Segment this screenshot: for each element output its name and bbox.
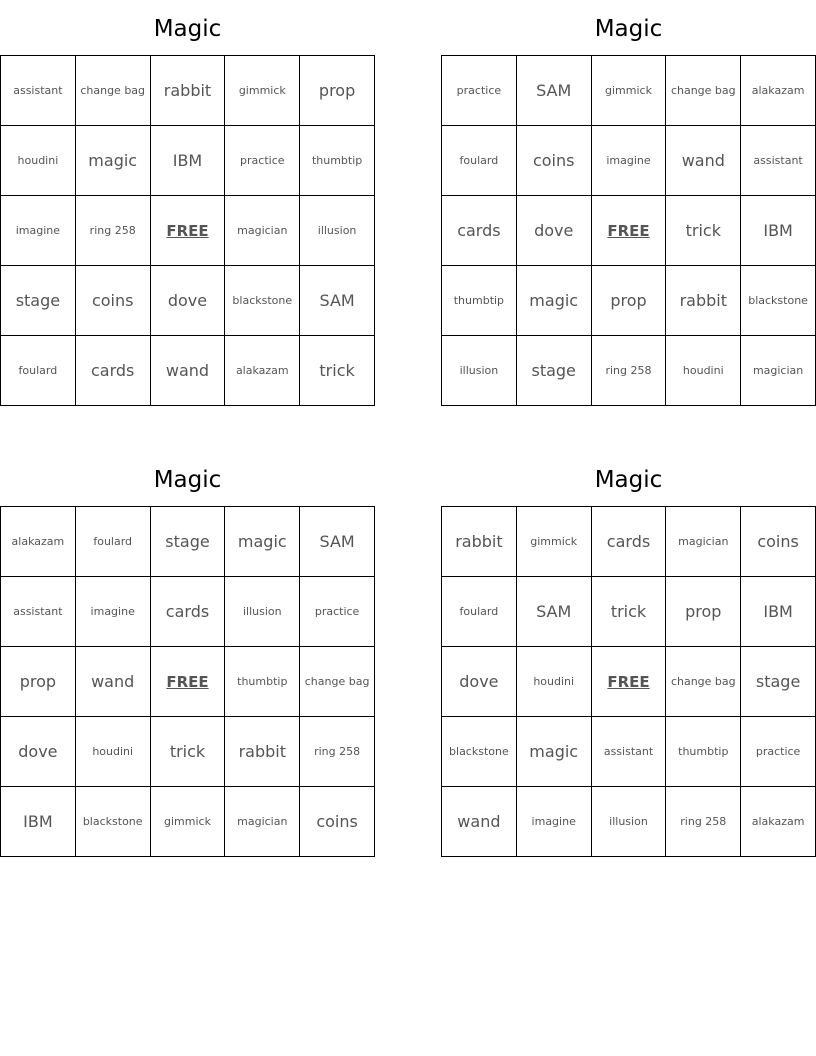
bingo-cell: alakazam <box>1 507 76 577</box>
bingo-cell: prop <box>666 577 741 647</box>
bingo-cell: gimmick <box>517 507 592 577</box>
bingo-cell: foulard <box>1 336 76 406</box>
bingo-cell: change bag <box>300 647 375 717</box>
bingo-cell: stage <box>1 266 76 336</box>
bingo-cell: trick <box>151 717 226 787</box>
bingo-cell: coins <box>517 126 592 196</box>
bingo-cell: blackstone <box>76 787 151 857</box>
bingo-cell: IBM <box>741 196 816 266</box>
bingo-cell: cards <box>592 507 667 577</box>
bingo-cell: houdini <box>517 647 592 717</box>
free-space: FREE <box>592 647 667 717</box>
bingo-cell: practice <box>442 56 517 126</box>
bingo-cell: assistant <box>1 56 76 126</box>
bingo-cell: assistant <box>741 126 816 196</box>
bingo-cell: change bag <box>666 56 741 126</box>
bingo-cell: houdini <box>666 336 741 406</box>
bingo-grid <box>441 506 816 857</box>
bingo-cell: gimmick <box>592 56 667 126</box>
bingo-cell: imagine <box>1 196 76 266</box>
bingo-cell: imagine <box>76 577 151 647</box>
free-space: FREE <box>151 647 226 717</box>
free-space: FREE <box>592 196 667 266</box>
bingo-cell: stage <box>151 507 226 577</box>
bingo-cell: blackstone <box>442 717 517 787</box>
bingo-cell: IBM <box>151 126 226 196</box>
bingo-cell: SAM <box>517 577 592 647</box>
bingo-cell: coins <box>300 787 375 857</box>
bingo-cell: houdini <box>76 717 151 787</box>
bingo-cell: magic <box>225 507 300 577</box>
bingo-cell: magic <box>517 717 592 787</box>
bingo-cell: coins <box>741 507 816 577</box>
bingo-cell: wand <box>76 647 151 717</box>
bingo-cell: gimmick <box>151 787 226 857</box>
bingo-cell: IBM <box>1 787 76 857</box>
bingo-cell: magician <box>225 196 300 266</box>
card-title: Magic <box>594 467 663 493</box>
bingo-cell: prop <box>592 266 667 336</box>
bingo-cell: foulard <box>442 577 517 647</box>
bingo-cell: dove <box>517 196 592 266</box>
bingo-cell: blackstone <box>741 266 816 336</box>
bingo-card-4 <box>441 451 816 857</box>
bingo-cell: SAM <box>517 56 592 126</box>
card-title: Magic <box>594 16 663 42</box>
bingo-cell: prop <box>1 647 76 717</box>
bingo-grid <box>0 55 375 406</box>
bingo-cell: prop <box>300 56 375 126</box>
bingo-cell: imagine <box>592 126 667 196</box>
bingo-cell: dove <box>1 717 76 787</box>
bingo-cell: rabbit <box>151 56 226 126</box>
bingo-cell: coins <box>76 266 151 336</box>
bingo-cell: stage <box>741 647 816 717</box>
bingo-cell: cards <box>76 336 151 406</box>
bingo-cell: magic <box>517 266 592 336</box>
bingo-cell: change bag <box>666 647 741 717</box>
bingo-cell: dove <box>151 266 226 336</box>
bingo-cell: illusion <box>225 577 300 647</box>
bingo-cell: ring 258 <box>592 336 667 406</box>
card-title: Magic <box>153 16 222 42</box>
bingo-cell: IBM <box>741 577 816 647</box>
bingo-cell: ring 258 <box>76 196 151 266</box>
bingo-cell: illusion <box>592 787 667 857</box>
bingo-cell: alakazam <box>225 336 300 406</box>
bingo-grid <box>0 506 375 857</box>
bingo-cell: foulard <box>442 126 517 196</box>
bingo-cell: wand <box>442 787 517 857</box>
bingo-cell: cards <box>151 577 226 647</box>
bingo-cell: wand <box>666 126 741 196</box>
bingo-card-1 <box>0 0 375 406</box>
bingo-cell: ring 258 <box>666 787 741 857</box>
bingo-cell: wand <box>151 336 226 406</box>
bingo-cell: trick <box>592 577 667 647</box>
bingo-cell: practice <box>225 126 300 196</box>
bingo-cell: thumbtip <box>666 717 741 787</box>
bingo-cell: rabbit <box>666 266 741 336</box>
bingo-cell: practice <box>741 717 816 787</box>
bingo-cell: dove <box>442 647 517 717</box>
bingo-cell: alakazam <box>741 787 816 857</box>
bingo-cell: cards <box>442 196 517 266</box>
bingo-cell: blackstone <box>225 266 300 336</box>
bingo-cell: illusion <box>300 196 375 266</box>
bingo-cell: practice <box>300 577 375 647</box>
bingo-cell: assistant <box>1 577 76 647</box>
bingo-cell: alakazam <box>741 56 816 126</box>
bingo-cell: magician <box>666 507 741 577</box>
bingo-cell: magician <box>225 787 300 857</box>
card-title: Magic <box>153 467 222 493</box>
bingo-cell: SAM <box>300 507 375 577</box>
bingo-cell: stage <box>517 336 592 406</box>
bingo-cell: rabbit <box>442 507 517 577</box>
bingo-cell: houdini <box>1 126 76 196</box>
bingo-cell: ring 258 <box>300 717 375 787</box>
bingo-cell: assistant <box>592 717 667 787</box>
bingo-cell: magic <box>76 126 151 196</box>
bingo-cell: change bag <box>76 56 151 126</box>
bingo-cell: thumbtip <box>442 266 517 336</box>
bingo-cell: foulard <box>76 507 151 577</box>
bingo-cell: illusion <box>442 336 517 406</box>
bingo-cell: imagine <box>517 787 592 857</box>
bingo-cell: trick <box>666 196 741 266</box>
bingo-cell: magician <box>741 336 816 406</box>
bingo-cell: SAM <box>300 266 375 336</box>
bingo-cell: rabbit <box>225 717 300 787</box>
bingo-card-3 <box>0 451 375 857</box>
bingo-cell: thumbtip <box>300 126 375 196</box>
bingo-cell: gimmick <box>225 56 300 126</box>
bingo-card-2 <box>441 0 816 406</box>
bingo-grid <box>441 55 816 406</box>
bingo-cell: thumbtip <box>225 647 300 717</box>
free-space: FREE <box>151 196 226 266</box>
bingo-cell: trick <box>300 336 375 406</box>
